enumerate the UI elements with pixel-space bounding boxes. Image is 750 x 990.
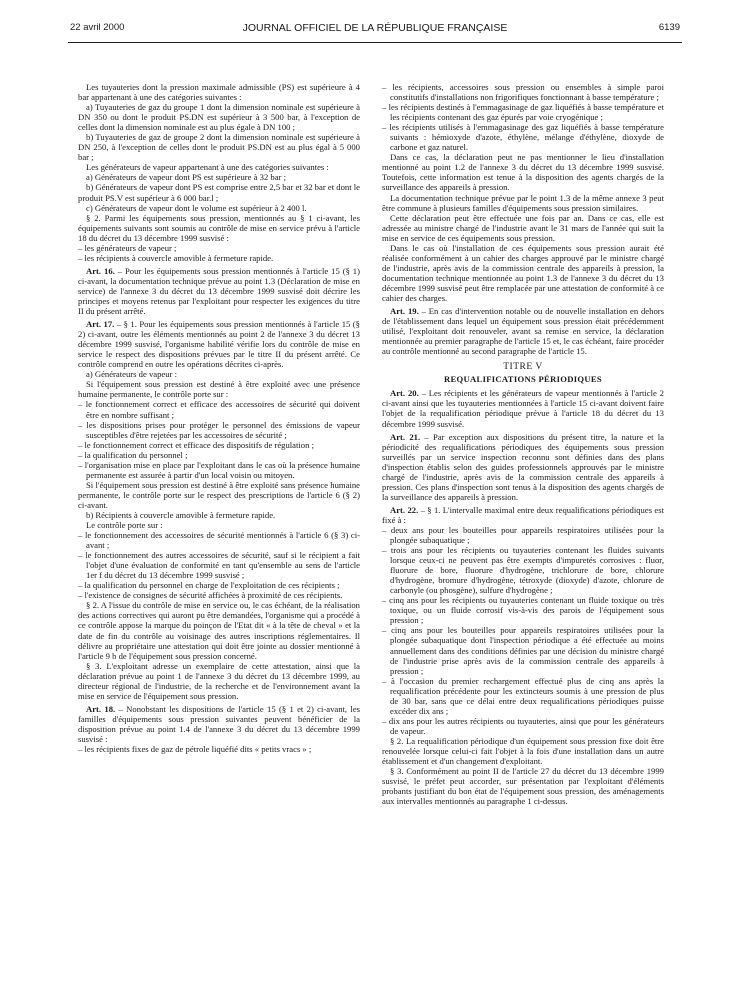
- paragraph: [382, 152, 664, 192]
- paragraph-text: a) Tuyauteries de gaz du groupe 1 dont la dimension nominale est supérieure à DN 350 ou dont le produit PS.DN est supérieur à 3 500 bar, à l'exception de celles dont la dimension nominale est au plus égale à DN 100 ;: [78, 102, 360, 133]
- paragraph-text: – les récipients, accessoires sous pression ou ensembles à simple paroi constitutifs d'installations non frigorifiques fonctionnant à basse température ;: [382, 82, 664, 103]
- paragraph-text: – § 1. L'intervalle maximal entre deux requalifications périodiques est fixé à :: [382, 504, 664, 525]
- paragraph: [78, 379, 360, 399]
- list-item: [382, 716, 664, 736]
- paragraph: [78, 82, 360, 102]
- paragraph-text: – les récipients fixes de gaz de pétrole liquéfié dits « petits vracs » ;: [78, 744, 312, 755]
- paragraph-text: Les générateurs de vapeur appartenant à une des catégories suivantes :: [86, 162, 329, 173]
- paragraph-text: a) Générateurs de vapeur dont PS est supérieure à 32 bar ;: [86, 172, 286, 183]
- page-number: 6139: [658, 22, 680, 33]
- paragraph: [78, 172, 360, 182]
- list-item: [78, 590, 360, 600]
- paragraph-text: – deux ans pour les bouteilles pour appareils respiratoires utilisées pour la plongée subaquatique ;: [382, 524, 664, 546]
- paragraph-text: Les tuyauteries dont la pression maximale admissible (PS) est supérieure à 4 bar appartenant à une des catégories suivantes :: [78, 82, 360, 103]
- article-paragraph: [78, 704, 360, 744]
- paragraph-text: Si l'équipement sous pression est destiné à être exploité sans présence humaine permanente, le contrôle porte sur le respect des prescriptions de l'article 6 (§ 2) ci-avant.: [78, 479, 360, 510]
- paragraph-text: b) Récipients à couvercle amovible à fermeture rapide.: [86, 509, 276, 520]
- paragraph: [78, 162, 360, 172]
- paragraph-text: – les récipients à couvercle amovible à fermeture rapide.: [78, 252, 274, 263]
- paragraph-text: § 3. Conformément au point II de l'article 27 du décret du 13 décembre 1999 susvisé, le préfet peut accorder, sur présentation par l'exploitant d'éléments probants justifiant du bon état de l'équipement sous pression, des aménagements aux intervalles mentionnés au paragraphe 1 ci-dessus.: [382, 766, 664, 807]
- list-item: [78, 253, 360, 263]
- left-column: [78, 82, 360, 754]
- paragraph-text: – les récipients destinés à l'emmagasinage de gaz liquéfiés à basse température et les récipients contenant des gaz épurés par voie cryogénique ;: [382, 102, 664, 123]
- list-item: [382, 625, 664, 675]
- article-number: Art. 20.: [390, 388, 419, 399]
- list-item: [78, 580, 360, 590]
- paragraph-text: – la qualification du personnel ;: [78, 449, 188, 460]
- article-paragraph: [78, 319, 360, 369]
- paragraph-text: – les récipients utilisés à l'emmagasinage des gaz liquéfiés à basse température suivants : hémioxyde d'azote, éthylène, mélange d'éthylène, dioxyde de carbone et gaz naturel.: [382, 122, 664, 153]
- list-item: [382, 102, 664, 122]
- paragraph-text: – la qualification du personnel en charge de l'exploitation de ces récipients ;: [78, 580, 340, 591]
- article-paragraph: [382, 505, 664, 525]
- article-paragraph: [382, 306, 664, 356]
- article-number: Art. 21.: [390, 431, 421, 442]
- paragraph-text: La documentation technique prévue par le point 1.3 de la même annexe 3 peut être commune à plusieurs familles d'équipements sous pression similaires.: [382, 192, 664, 213]
- list-item: [78, 440, 360, 450]
- list-item: [382, 82, 664, 102]
- paragraph: [78, 203, 360, 213]
- article-number: Art. 22.: [390, 504, 419, 515]
- paragraph: [78, 132, 360, 162]
- paragraph-text: – trois ans pour les récipients ou tuyauteries contenant les fluides suivants lorsque ceux-ci ne peuvent pas être exempts d'impuretés corrosives : fluor, fluorure de bore, fluorure d'hydrogène, trichlorure de bore, chlorure d'hydrogène, bromure d'hydrogène, tétroxyde (dioxyde) d'azote, chlorure de carbonyle (ou phosgène), sulfure d'hydrogène ;: [382, 545, 664, 596]
- paragraph-text: § 2. La requalification périodique d'un équipement sous pression fixe doit être renouvelée lorsque celui-ci fait l'objet à la fois d'une installation dans un autre établissement et d'un changement d'exploitant.: [382, 735, 664, 767]
- list-item: [382, 545, 664, 595]
- paragraph: [382, 766, 664, 806]
- paragraph-text: Cette déclaration peut être effectuée une fois par an. Dans ce cas, elle est adressée au ministre chargé de l'industrie avant le 31 mars de l'année qui suit la mise en service de ces équipements sous pression.: [382, 212, 664, 243]
- article-number: Art. 17.: [86, 319, 115, 330]
- paragraph-text: Dans ce cas, la déclaration peut ne pas mentionner le lieu d'installation mentionné au point 1.2 de l'annexe 3 du décret du 13 décembre 1999 susvisé. Toutefois, cette information est tenue à la disposition des agents chargés de la surveillance des appareils à pression.: [382, 152, 664, 193]
- paragraph-text: – le fonctionnement des autres accessoires de sécurité, sauf si le récipient a fait l'objet d'une évaluation de conformité en tant qu'ensemble au sens de l'article 1er f du décret du 13 décembre 1999 susvisé ;: [78, 550, 360, 581]
- paragraph-text: Si l'équipement sous pression est destiné à être exploité avec une présence humaine permanente, le contrôle porte sur :: [78, 379, 360, 400]
- right-column: [382, 82, 664, 806]
- article-paragraph: [382, 432, 664, 502]
- paragraph-text: a) Générateurs de vapeur :: [86, 369, 177, 380]
- paragraph-text: – Les récipients et les générateurs de vapeur mentionnés à l'article 2 ci-avant ainsi que les tuyauteries mentionnées à l'article 15 ci-avant doivent faire l'objet de la requalification périodique prévue à l'article 18 du décret du 13 décembre 1999 susvisé.: [382, 388, 664, 429]
- list-item: [382, 525, 664, 545]
- paragraph-text: § 2. A l'issue du contrôle de mise en service ou, le cas échéant, de la réalisation des actions correctives qui auront pu être demandées, l'organisme qui a procédé à ce contrôle appose la marque du poinçon de l'Etat dit « à la tête de cheval » et la date de fin du contrôle au voisinage des autres inscriptions réglementaires. Il délivre au propriétaire une attestation qui doit être jointe au dossier mentionné à l'article 9 b de l'équipement sous pression concerné.: [78, 600, 360, 661]
- list-item: [78, 243, 360, 253]
- paragraph-text: – l'existence de consignes de sécurité affichées à proximité de ces récipients.: [78, 590, 343, 601]
- paragraph-text: – Par exception aux dispositions du présent titre, la nature et la périodicité des requalifications périodiques des équipements sous pression surveillés par un service inspection reconnu sont définies dans des plans d'inspection établis selon des guides professionnels approuvés par le ministre chargé de l'industrie, après avis de la commission centrale des appareils à pression. Ces plans d'inspection sont tenus à la disposition des agents chargés de la surveillance des appareils à pression.: [382, 431, 664, 502]
- list-item: [78, 420, 360, 440]
- paragraph-text: – Nonobstant les dispositions de l'article 15 (§ 1 et 2) ci-avant, les familles d'équipements sous pression suivantes peuvent bénéficier de la disposition prévue au point 1.4 de l'annexe 3 du décret du 13 décembre 1999 susvisé :: [78, 703, 360, 744]
- paragraph-text: – les générateurs de vapeur ;: [78, 242, 177, 253]
- section-title: TITRE V: [503, 362, 543, 373]
- paragraph-text: § 3. L'exploitant adresse un exemplaire de cette attestation, ainsi que la déclaration prévue au point 1 de l'annexe 3 du décret du 13 décembre 1999, au directeur régional de l'industrie, de la recherche et de l'environnement avant la mise en service de l'équipement sous pression.: [78, 660, 360, 701]
- article-number: Art. 16.: [86, 265, 115, 276]
- paragraph: [78, 480, 360, 510]
- paragraph-text: – les dispositions prises pour protéger le personnel des émissions de vapeur susceptibles d'être rejetées par les accessoires de sécurité ;: [78, 419, 360, 440]
- paragraph: [382, 213, 664, 243]
- paragraph-text: c) Générateurs de vapeur dont le volume est supérieur à 2 400 l.: [86, 202, 307, 213]
- list-item: [78, 530, 360, 550]
- paragraph: [78, 520, 360, 530]
- article-number: Art. 19.: [390, 306, 419, 317]
- paragraph: [78, 182, 360, 202]
- paragraph: [78, 213, 360, 243]
- paragraph: [382, 193, 664, 213]
- paragraph: [78, 510, 360, 520]
- paragraph-text: – le fonctionnement des accessoires de sécurité mentionnés à l'article 6 (§ 3) ci-avant ;: [78, 530, 360, 551]
- paragraph-text: Le contrôle porte sur :: [86, 520, 163, 531]
- paragraph-text: b) Générateurs de vapeur dont PS est comprise entre 2,5 bar et 32 bar et dont le produit PS.V est supérieur à 6 000 bar.l ;: [78, 182, 360, 203]
- paragraph: [78, 369, 360, 379]
- list-item: [78, 460, 360, 480]
- paragraph: [78, 102, 360, 132]
- list-item: [78, 450, 360, 460]
- list-item: [78, 550, 360, 580]
- list-item: [382, 676, 664, 716]
- journal-title: JOURNAL OFFICIEL DE LA RÉPUBLIQUE FRANÇAISE: [242, 22, 508, 34]
- paragraph-text: b) Tuyauteries de gaz de groupe 2 dont la dimension nominale est supérieure à DN 250, à l'exception de celles dont le produit PS.DN est au plus égal à 5 000 bar ;: [78, 132, 360, 163]
- list-item: [382, 122, 664, 152]
- paragraph-text: – Pour les équipements sous pression mentionnés à l'article 15 (§ 1) ci-avant, la documentation technique prévue au point 1.3 (Déclaration de mise en service) de l'annexe 3 du décret du 13 décembre 1999 susvisé doit décrire les principes et moyens retenus par l'exploitant pour respecter les exigences du titre II du présent arrêté.: [78, 265, 360, 317]
- paragraph-text: – l'organisation mise en place par l'exploitant dans le cas où la présence humaine permanente est assurée à partir d'un local voisin ou mitoyen.: [78, 459, 360, 480]
- paragraph-text: Dans le cas où l'installation de ces équipements sous pression aurait été réalisée conformément à un cahier des charges approuvé par le ministre chargé de l'industrie, après avis de la commission centrale des appareils à pression, la documentation technique mentionnée au point 1.3 de l'annexe 3 du décret du 13 décembre 1999 susvisé peut être remplacée par une attestation de conformité à ce cahier des charges.: [382, 242, 664, 303]
- paragraph-text: – En cas d'intervention notable ou de nouvelle installation en dehors de l'établissement dans lequel un équipement sous pression était précédemment utilisé, l'exploitant doit renouveler, avant sa remise en service, la déclaration mentionnée au premier paragraphe de l'article 15 et, le cas échéant, faire procéder au contrôle mentionné au second paragraphe de l'article 15.: [382, 306, 664, 357]
- running-header: [70, 22, 680, 38]
- paragraph: [78, 661, 360, 701]
- article-paragraph: [382, 388, 664, 428]
- paragraph-text: § 2. Parmi les équipements sous pression, mentionnés au § 1 ci-avant, les équipements suivants sont soumis au contrôle de mise en service prévu à l'article 18 du décret du 13 décembre 1999 susvisé :: [78, 212, 360, 243]
- paragraph-text: – le fonctionnement correct et efficace des accessoires de sécurité qui doivent être en nombre suffisant ;: [78, 399, 360, 420]
- paragraph-text: – à l'occasion du premier rechargement effectué plus de cinq ans après la requalification précédente pour les extincteurs soumis à une pression de plus de 30 bar, sans que ce délai entre deux requalifications périodiques puisse excéder dix ans ;: [382, 675, 664, 716]
- list-item: [382, 595, 664, 625]
- paragraph-text: – § 1. Pour les équipements sous pression mentionnés à l'article 15 (§ 2) ci-avant, outre les éléments mentionnés au point 2 de l'annexe 3 du décret 13 décembre 1999 susvisé, l'organisme habilité vérifie lors du contrôle de mise en service le respect des dispositions prévues par le titre II du présent arrêté. Ce contrôle comprend en outre les opérations décrites ci-après.: [78, 319, 360, 370]
- paragraph: [78, 600, 360, 660]
- list-item: [78, 399, 360, 419]
- section-subtitle: REQUALIFICATIONS PÉRIODIQUES: [444, 374, 602, 385]
- article-number: Art. 18.: [86, 703, 116, 714]
- header-date: 22 avril 2000: [70, 22, 125, 33]
- paragraph: [382, 736, 664, 766]
- paragraph: [382, 243, 664, 303]
- header-rule: [68, 42, 682, 43]
- paragraph-text: – cinq ans pour les bouteilles pour appareils respiratoires utilisées pour la plongée subaquatique dont l'inspection périodique a été effectuée au moins annuellement dans des conditions définies par une décision du ministre chargé de l'industrie prise après avis de la commission centrale des appareils à pression ;: [382, 625, 664, 676]
- paragraph-text: – le fonctionnement correct et efficace des dispositifs de régulation ;: [78, 439, 314, 450]
- paragraph-text: – cinq ans pour les récipients ou tuyauteries contenant un fluide toxique ou très toxique, ou un fluide corrosif vis-à-vis des parois de l'équipement sous pression ;: [382, 595, 664, 626]
- paragraph-text: – dix ans pour les autres récipients ou tuyauteries, ainsi que pour les générateurs de vapeur.: [382, 715, 664, 736]
- list-item: [78, 744, 360, 754]
- article-paragraph: [78, 266, 360, 316]
